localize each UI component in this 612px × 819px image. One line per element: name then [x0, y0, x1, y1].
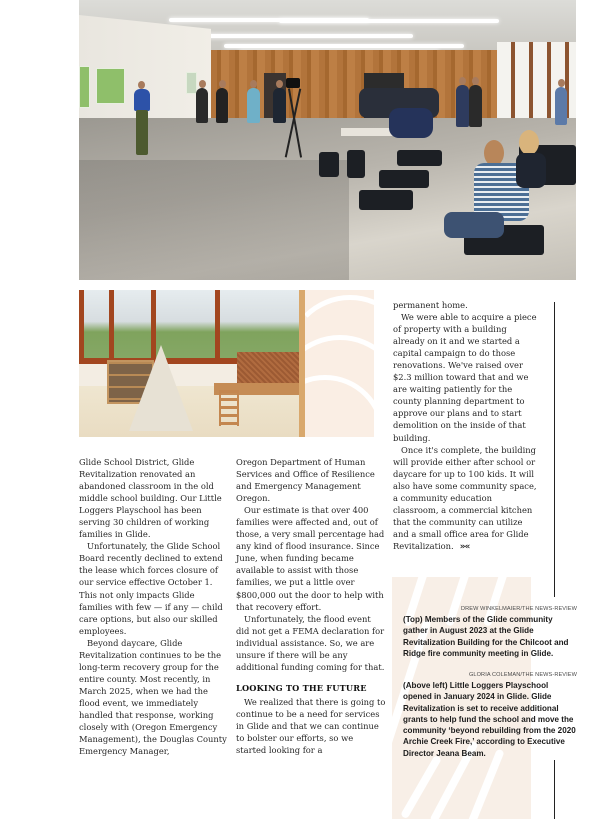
person-head	[138, 81, 145, 89]
ceiling-light	[224, 44, 464, 48]
paragraph: We were able to acquire a piece of property with a building already on it and we started a capital campaign to do those renovations. We've raised over $2.3 million toward that and we are waiting patiently for the county planning department to approve our plans and to start demolition on the inside of that building.	[393, 312, 537, 443]
end-mark-icon: »«	[459, 541, 470, 552]
camera	[286, 78, 300, 88]
equipment-bag	[319, 152, 339, 177]
paragraph: Unfortunately, the Glide School Board recently declined to extend the lease which forces closure of our service effective October 1. This not only impacts Glide families with few — if any — child care options, but also our skilled employees.	[79, 541, 223, 636]
paragraph-text: Once it's complete, the building will provide either after school or daycare for up to 100 kids. It will also have some community space, a community education classroom, a commercial kitchen that the community can utilize and a small office area for Glide Revitalization.	[393, 444, 537, 551]
caption-text: (Above left) Little Loggers Playschool opened in January 2024 in Glide. Glide Revitalization is set to receive additional grants to help fund the school and move the community ‘beyond rebuilding from the 2020 Archie Creek Fire,’ according to Executive Director Jeana Beam.	[403, 681, 576, 758]
person-standing	[196, 88, 208, 123]
vertical-rule	[554, 302, 555, 597]
person-standing	[216, 88, 228, 123]
photo-credit: GLORIA COLEMAN/THE NEWS-REVIEW	[468, 672, 577, 678]
person-speaker	[134, 89, 150, 111]
person-head-hair	[519, 130, 539, 155]
person-head	[250, 80, 257, 88]
person-standing	[456, 85, 469, 127]
person-seated	[389, 108, 433, 138]
chair	[359, 190, 413, 210]
article-column-3	[393, 299, 539, 553]
person-head	[459, 77, 466, 85]
wall-map	[96, 68, 125, 104]
paragraph: Oregon Department of Human Services and Office of Resilience and Emergency Management Oregon.	[236, 457, 375, 504]
person-head	[472, 77, 479, 85]
person-speaker-legs	[136, 110, 148, 155]
paragraph: Glide School District, Glide Revitalization renovated an abandoned classroom in the old middle school building. Our Little Loggers Playschool has been serving 30 children of working families in Glide.	[79, 457, 222, 540]
caption-text: (Top) Members of the Glide community gather in August 2023 at the Glide Revitalization Building for the Chilcoot and Ridge fire community meeting in Glide.	[403, 615, 569, 658]
left-photo-playschool	[79, 290, 299, 437]
photo-floor-shade	[79, 160, 349, 280]
paragraph: permanent home.	[393, 300, 468, 310]
article-column-1	[79, 456, 227, 757]
paragraph: Our estimate is that over 400 families were affected and, out of those, a very small percentage had any kind of flood insurance. Since June, when funding became available to assist with those families, we put a little over $800,000 out the door to help with that recovery effort.	[236, 505, 385, 612]
chair	[379, 170, 429, 188]
desk-backboard	[237, 352, 299, 384]
decorative-panel-top	[305, 290, 374, 437]
teepee-tent	[129, 345, 193, 431]
photo-caption-top	[403, 606, 577, 659]
paragraph: We realized that there is going to continue to be a need for services in Glide and that we can continue to bolster our efforts, so we started looking for a	[236, 696, 386, 756]
paragraph	[393, 444, 539, 553]
chair	[397, 150, 442, 166]
window-pane	[79, 290, 112, 360]
wooden-chair	[219, 390, 239, 426]
paragraph: Beyond daycare, Glide Revitalization continues to be the long-term recovery group for the entire county. Most recently, in March 2025, when we had the flood event, we immediately handled that response, working closely with (Oregon Emergency Management), the Douglas County Emergency Manager,	[79, 637, 227, 757]
wall-map	[79, 66, 90, 108]
ceiling-light	[279, 19, 499, 23]
person-head	[219, 80, 226, 88]
photo-caption-left	[403, 672, 577, 759]
person-standing	[555, 87, 567, 125]
article-column-2	[236, 456, 386, 756]
window-pane	[215, 290, 299, 360]
person-head	[276, 80, 283, 88]
equipment-bag	[347, 150, 365, 178]
person-head	[558, 79, 565, 87]
ceiling-light	[203, 34, 413, 38]
person-standing	[247, 88, 260, 123]
person-head	[199, 80, 206, 88]
top-photo-community-meeting	[79, 0, 576, 280]
person-seated	[516, 153, 546, 188]
photo-credit: DREW WINKELMAIER/THE NEWS-REVIEW	[460, 606, 577, 612]
vertical-rule	[554, 760, 555, 819]
person-standing	[469, 85, 482, 127]
wall-map	[186, 72, 197, 94]
person-standing	[273, 88, 286, 123]
paragraph: Unfortunately, the flood event did not get a FEMA declaration for individual assistance. So, we are unsure if there will be any additional funding coming for that.	[236, 613, 385, 672]
section-subhead: LOOKING TO THE FUTURE	[236, 682, 367, 693]
person-jeans	[444, 212, 504, 238]
